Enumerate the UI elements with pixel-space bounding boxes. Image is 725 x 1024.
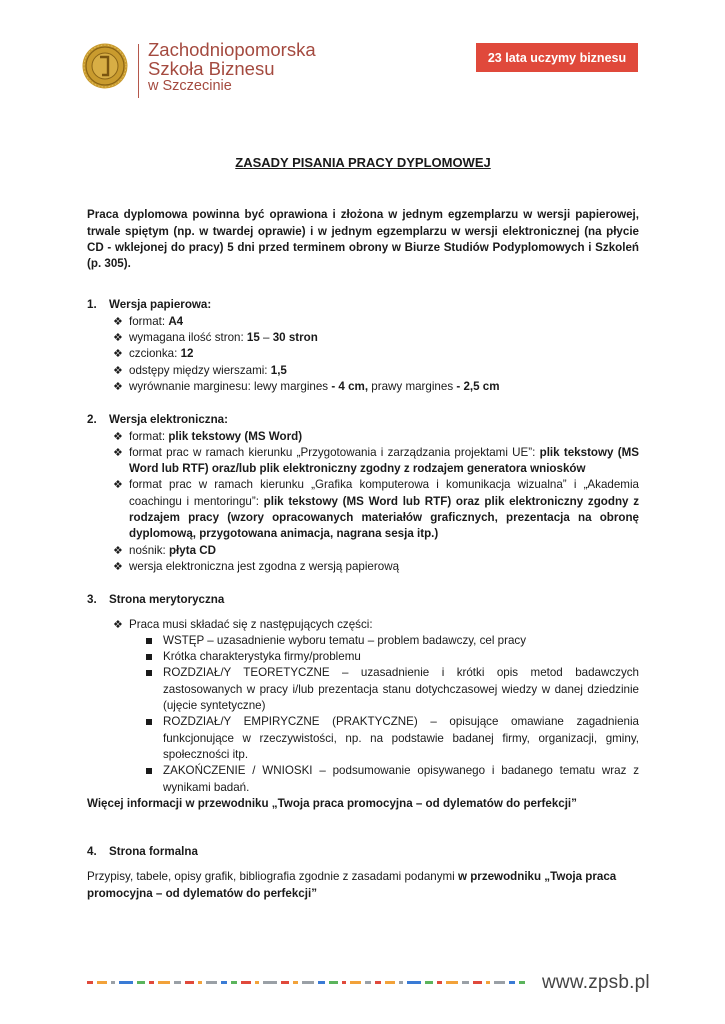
part-item: ROZDZIAŁ/Y TEORETYCZNE – uzasadnienie i krótki opis metod badawczych zastosowanych w pracy i/lub prezentacja stanu dotychczasowej wiedzy w danej dziedzinie (ujęcie syntetyczne) (146, 665, 639, 714)
section-paper-version (87, 297, 639, 395)
part-item: ROZDZIAŁ/Y EMPIRYCZNE (PRAKTYCZNE) – opisujące omawiane zagadnienia funkcjonujące w rzeczywistości, np. na podstawie badanej firmy, organizacji, gminy, społeczności itp. (146, 714, 639, 763)
section-number: 1. (87, 298, 97, 312)
list-item: ❖ format: plik tekstowy (MS Word) (113, 429, 639, 445)
footer-bar-segment (318, 981, 325, 984)
footer-bar-segment (385, 981, 395, 984)
square-bullet-icon (146, 670, 152, 676)
page-title: ZASADY PISANIA PRACY DYPLOMOWEJ (235, 155, 491, 170)
list-item: ❖ odstępy między wierszami: 1,5 (113, 363, 639, 379)
list-item: ❖ wyrównanie marginesu: lewy margines - 4 cm, prawy margines - 2,5 cm (113, 379, 639, 395)
square-bullet-icon (146, 768, 152, 774)
list-item: ❖ wymagana ilość stron: 15 – 30 stron (113, 330, 639, 346)
footer-bar-segment (329, 981, 338, 984)
footer-bar-segment (87, 981, 93, 984)
diamond-bullet-icon: ❖ (113, 380, 123, 393)
list-item: ❖ Praca musi składać się z następujących części: WSTĘP – uzasadnienie wyboru tematu – problem badawczy, cel pracy Krótka charakterystyka firmy/problemu ROZDZIAŁ/Y TEORETYCZNE – uzasadnienie i krótki opis metod badawczych zastosowanych w pracy i/lub prezentacja stanu dotychczasowej wiedzy w danej dziedzinie (ujęcie syntetyczne) ROZDZIAŁ/Y EMPIRYCZNE (PRAKTYCZNE) – opisujące omawiane zagadnienia funkcjonujące w rzeczywistości, np. na podstawie badanej firmy, organizacji, gminy, społeczności itp. ZAKOŃCZENIE / WNIOSKI – podsumowanie opisywanego i badanego tematu wraz z wynikami badań. (113, 617, 639, 796)
section-heading (87, 412, 639, 428)
footer-bar-segment (494, 981, 505, 984)
section-heading (87, 297, 639, 313)
section-heading (87, 844, 639, 860)
list-item: ❖ nośnik: płyta CD (113, 543, 639, 559)
footer-bar-segment (241, 981, 251, 984)
footer-bar-segment (350, 981, 361, 984)
footer-bar-segment (342, 981, 346, 984)
requirements-list (87, 314, 639, 395)
footer-bar-segment (97, 981, 107, 984)
footer-bar-segment (399, 981, 403, 984)
footer-bar-segment (158, 981, 170, 984)
footer-bar-segment (231, 981, 237, 984)
section-number: 3. (87, 593, 97, 607)
diamond-bullet-icon: ❖ (113, 332, 123, 345)
website-url[interactable]: www.zpsb.pl (542, 972, 650, 993)
diamond-bullet-icon: ❖ (113, 315, 123, 328)
part-item: Krótka charakterystyka firmy/problemu (146, 649, 639, 665)
footer-bar-segment (293, 981, 298, 984)
parts-list (129, 633, 639, 796)
document-body (87, 155, 639, 919)
section-title: Wersja elektroniczna: (109, 413, 228, 427)
diamond-bullet-icon: ❖ (113, 618, 123, 631)
footer-bar-segment (206, 981, 217, 984)
formal-paragraph: Przypisy, tabele, opisy grafik, bibliografia zgodnie z zasadami podanymi w przewodniku „Twoja praca promocyjna – od dylematów do perfekcji” (87, 870, 617, 900)
part-item: ZAKOŃCZENIE / WNIOSKI – podsumowanie opisywanego i badanego tematu wraz z wynikami badań. (146, 763, 639, 796)
years-badge: 23 lata uczymy biznesu (476, 43, 638, 72)
diamond-bullet-icon: ❖ (113, 560, 123, 573)
list-item: ❖ wersja elektroniczna jest zgodna z wersją papierową (113, 559, 639, 575)
footer-bar-segment (446, 981, 458, 984)
square-bullet-icon (146, 638, 152, 644)
school-name (148, 40, 316, 95)
page-header (0, 0, 725, 110)
square-bullet-icon (146, 654, 152, 660)
section-number: 2. (87, 413, 97, 427)
section-title: Strona formalna (109, 845, 198, 859)
diamond-bullet-icon: ❖ (113, 348, 123, 361)
diamond-bullet-icon: ❖ (113, 479, 123, 492)
footer-bar-segment (149, 981, 154, 984)
footer-bar-segment (407, 981, 421, 984)
list-item: ❖ czcionka: 12 (113, 346, 639, 362)
section-electronic-version (87, 412, 639, 575)
footer-bar-segment (375, 981, 381, 984)
list-item: ❖ format prac w ramach kierunku „Przygotowania i zarządzania projektami UE”: plik tekstowy (MS Word lub RTF) oraz/lub plik elektroniczny zgodny z rodzajem generatora wniosków (113, 445, 640, 476)
footer-bar-segment (137, 981, 145, 984)
footer-bar-segment (509, 981, 515, 984)
footer-bar-segment (473, 981, 482, 984)
intro-paragraph: Praca dyplomowa powinna być oprawiona i złożona w jednym egzemplarzu w wersji papierowej, trwale spiętym (np. w twardej oprawie) i w jednym egzemplarzu w wersji elektronicznej (na płycie CD - wklejonej do pracy) 5 dni przed terminem obrony w Biurze Studiów Podyplomowych i Szkoleń (p. 305). (87, 208, 639, 271)
list-item: ❖ format: A4 (113, 314, 639, 330)
diamond-bullet-icon: ❖ (113, 430, 123, 443)
school-name-line3: w Szczecinie (148, 78, 232, 94)
footer-bar-segment (119, 981, 133, 984)
footer-bar-segment (174, 981, 181, 984)
footer-bar-segment (462, 981, 469, 984)
list-item: ❖ format prac w ramach kierunku „Grafika komputerowa i komunikacja wizualna” i „Akademia coachingu i mentoringu”: plik tekstowy (MS Word lub RTF) oraz plik elektroniczny zgodny z rodzajem pracy (wzory opracowanych materiałów graficznych, prezentacja na obronę dyplomową, przygotowana animacja, nagrana sesja itp.) (113, 478, 639, 541)
section-title: Strona merytoryczna (109, 593, 225, 607)
footer-bar-segment (185, 981, 194, 984)
diamond-bullet-icon: ❖ (113, 364, 123, 377)
section-heading (87, 592, 639, 608)
school-seal-icon (82, 43, 128, 89)
footer-bar-segment (425, 981, 433, 984)
part-item: WSTĘP – uzasadnienie wyboru tematu – problem badawczy, cel pracy (146, 633, 639, 649)
guide-reference: Więcej informacji w przewodniku „Twoja praca promocyjna – od dylematów do perfekcji” (87, 796, 577, 810)
square-bullet-icon (146, 719, 152, 725)
school-name-line1: Zachodniopomorska (148, 39, 316, 60)
footer-bar-segment (198, 981, 202, 984)
footer-bar-segment (302, 981, 314, 984)
diamond-bullet-icon: ❖ (113, 544, 123, 557)
footer-bar-segment (263, 981, 277, 984)
footer-bar-segment (221, 981, 227, 984)
requirements-list (87, 429, 639, 576)
section-number: 4. (87, 845, 97, 859)
logo-divider (138, 44, 139, 98)
footer-bar-segment (365, 981, 371, 984)
footer-bar-segment (437, 981, 442, 984)
footer-bar-segment (519, 981, 525, 984)
section-content (87, 592, 639, 812)
footer-bar-segment (111, 981, 115, 984)
school-name-line2: Szkoła Biznesu (148, 58, 275, 79)
footer-bar-segment (281, 981, 289, 984)
section-formal (87, 844, 639, 902)
requirements-list (87, 617, 639, 796)
diamond-bullet-icon: ❖ (113, 446, 123, 459)
footer-bar-segment (255, 981, 259, 984)
section-title: Wersja papierowa: (109, 298, 212, 312)
footer-bar-segment (486, 981, 490, 984)
